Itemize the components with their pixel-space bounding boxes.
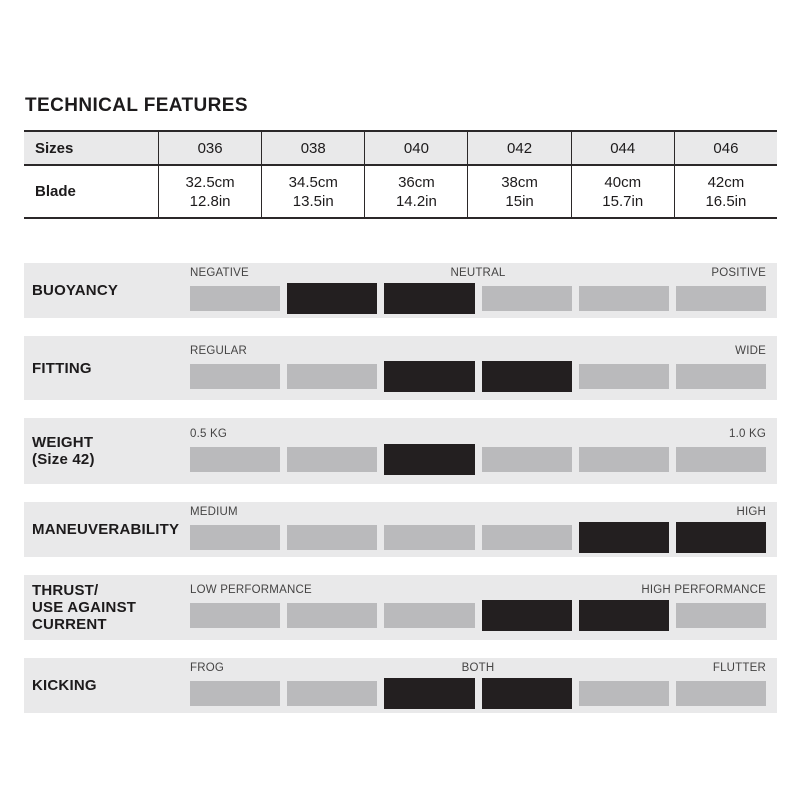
sizes-table	[24, 130, 777, 219]
feature-row-fitting	[24, 336, 777, 400]
scale-label-center	[382, 427, 574, 441]
feature-label-line: BUOYANCY	[32, 282, 119, 299]
feature-label-line: CURRENT	[32, 616, 107, 633]
blade-cell	[467, 166, 570, 217]
feature-label-line: KICKING	[32, 677, 97, 694]
blade-cm: 38cm	[501, 173, 538, 191]
scale-labels	[190, 505, 766, 519]
rating-segment	[384, 603, 474, 628]
rating-segment	[287, 283, 377, 314]
rating-segment	[190, 364, 280, 389]
rating-segment	[190, 447, 280, 472]
rating-segment	[482, 525, 572, 550]
scale-label-right: HIGH PERFORMANCE	[641, 584, 766, 596]
rating-segment	[190, 603, 280, 628]
feature-label	[24, 418, 190, 484]
scale-label-right: WIDE	[735, 344, 766, 357]
rating-segment	[482, 600, 572, 631]
blade-in: 14.2in	[395, 192, 437, 210]
scale-labels	[190, 583, 766, 597]
scale-labels	[190, 661, 766, 675]
scale-label-left: 0.5 KG	[190, 427, 227, 440]
feature-scale	[190, 418, 777, 484]
feature-label	[24, 336, 190, 400]
page-title: TECHNICAL FEATURES	[25, 95, 248, 116]
scale-label-center	[382, 344, 574, 358]
blade-in: 13.5in	[292, 192, 334, 210]
size-cell: 046	[674, 132, 777, 166]
table-row-sizes	[24, 132, 777, 166]
rating-segment	[190, 286, 280, 311]
rating-segments	[190, 361, 766, 392]
scale-label-right: POSITIVE	[711, 267, 766, 279]
table-row-blade	[24, 166, 777, 217]
rating-segment	[676, 522, 766, 553]
blade-cell	[571, 166, 674, 217]
feature-label-line: FITTING	[32, 359, 92, 377]
rating-segment	[384, 678, 474, 709]
blade-in: 16.5in	[705, 192, 747, 210]
blade-cm: 40cm	[604, 173, 642, 191]
size-cell: 040	[364, 132, 467, 166]
feature-label	[24, 502, 190, 557]
rating-segment	[287, 603, 377, 628]
rating-segment	[579, 364, 669, 389]
scale-label-left: REGULAR	[190, 344, 247, 357]
scale-label-center: BOTH	[461, 662, 495, 674]
scale-label-left: FROG	[190, 662, 225, 674]
blade-cell	[674, 166, 777, 217]
blade-cm: 36cm	[398, 173, 435, 191]
scale-label-left: NEGATIVE	[190, 267, 249, 279]
scale-label-left: LOW PERFORMANCE	[190, 584, 312, 596]
feature-row-thrust	[24, 575, 777, 640]
rating-segments	[190, 522, 766, 553]
rating-segment	[579, 447, 669, 472]
feature-row-kicking	[24, 658, 777, 713]
rating-segments	[190, 600, 766, 631]
rating-segment	[384, 444, 474, 475]
size-cell: 044	[571, 132, 674, 166]
rating-segment	[287, 447, 377, 472]
blade-cell	[364, 166, 467, 217]
rating-segment	[579, 286, 669, 311]
rating-segment	[676, 603, 766, 628]
feature-scale	[190, 502, 777, 557]
scale-label-center: NEUTRAL	[450, 267, 506, 279]
rating-segment	[482, 361, 572, 392]
row-header-blade: Blade	[24, 166, 158, 217]
scale-label-right: HIGH	[736, 506, 766, 518]
blade-in: 12.8in	[189, 192, 231, 210]
scale-labels	[190, 344, 766, 358]
scale-label-left: MEDIUM	[190, 506, 238, 518]
scale-label-center	[382, 583, 574, 597]
rating-segment	[287, 364, 377, 389]
feature-row-buoyancy	[24, 263, 777, 318]
feature-scale	[190, 575, 777, 640]
rating-segments	[190, 678, 766, 709]
feature-label-line: MANEUVERABILITY	[32, 521, 180, 538]
feature-label-line: (Size 42)	[32, 451, 95, 468]
blade-cell	[158, 166, 261, 217]
feature-row-maneuverability	[24, 502, 777, 557]
size-cell: 038	[261, 132, 364, 166]
rating-segment	[676, 286, 766, 311]
rating-segment	[482, 678, 572, 709]
rating-segment	[579, 600, 669, 631]
blade-cm: 42cm	[707, 173, 745, 191]
feature-row-weight	[24, 418, 777, 484]
rating-segment	[579, 681, 669, 706]
rating-segment	[482, 286, 572, 311]
rating-segment	[287, 525, 377, 550]
size-cell: 036	[158, 132, 261, 166]
blade-cm: 32.5cm	[185, 173, 235, 191]
feature-label	[24, 658, 190, 713]
row-header-sizes: Sizes	[24, 132, 158, 166]
rating-segment	[482, 447, 572, 472]
scale-labels	[190, 266, 766, 280]
blade-in: 15in	[505, 192, 534, 210]
scale-label-right: FLUTTER	[712, 662, 766, 674]
feature-scale	[190, 263, 777, 318]
feature-scale	[190, 336, 777, 400]
rating-segment	[287, 681, 377, 706]
rating-segment	[384, 361, 474, 392]
rating-segments	[190, 283, 766, 314]
feature-label-line: USE AGAINST	[32, 599, 137, 616]
blade-in: 15.7in	[602, 192, 644, 210]
feature-label-line: THRUST/	[32, 582, 99, 599]
feature-label	[24, 575, 190, 640]
rating-segment	[384, 525, 474, 550]
blade-cell	[261, 166, 364, 217]
rating-segment	[676, 364, 766, 389]
rating-segment	[579, 522, 669, 553]
size-cell: 042	[467, 132, 570, 166]
rating-segment	[190, 681, 280, 706]
rating-segment	[190, 525, 280, 550]
scale-labels	[190, 427, 766, 441]
blade-cm: 34.5cm	[288, 173, 338, 191]
feature-label	[24, 263, 190, 318]
rating-segment	[676, 681, 766, 706]
rating-segments	[190, 444, 766, 475]
scale-label-right: 1.0 KG	[729, 427, 766, 440]
scale-label-center	[382, 505, 574, 519]
feature-scale	[190, 658, 777, 713]
rating-segment	[384, 283, 474, 314]
feature-panels	[24, 263, 777, 731]
feature-label-line: WEIGHT	[32, 434, 94, 451]
rating-segment	[676, 447, 766, 472]
